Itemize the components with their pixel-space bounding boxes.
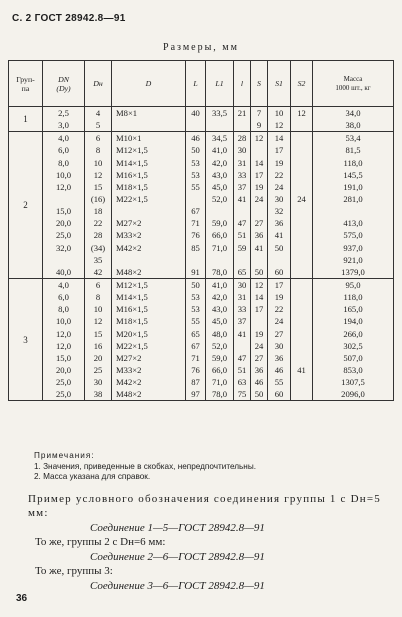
cell-dh: 12: [85, 169, 112, 181]
cell-mass: 53,4: [313, 132, 394, 145]
cell-s: [251, 205, 268, 217]
cell-mass: 165,0: [313, 303, 394, 315]
cell-l1: 45,0: [206, 181, 234, 193]
cell-mass: 191,0: [313, 181, 394, 193]
cell-s1: 60: [268, 388, 291, 401]
cell-l1: 41,0: [206, 278, 234, 291]
cell-dh: 15: [85, 328, 112, 340]
cell-l1: 42,0: [206, 157, 234, 169]
cell-dh: 8: [85, 291, 112, 303]
cell-s2: [291, 132, 313, 145]
cell-mass: 118,0: [313, 291, 394, 303]
cell-i: 65: [234, 266, 251, 279]
cell-s1: 30: [268, 193, 291, 205]
cell-dn: 15,0: [43, 352, 85, 364]
cell-dn: 10,0: [43, 315, 85, 327]
cell-s2: [291, 157, 313, 169]
designation-2-text: Соединение 2—6—ГОСТ 28942.8—91: [90, 551, 265, 563]
cell-s1: 55: [268, 376, 291, 388]
cell-s2: [291, 144, 313, 156]
cell-s: 19: [251, 328, 268, 340]
cell-l1: 52,0: [206, 193, 234, 205]
cell-mass: 921,0: [313, 254, 394, 266]
cell-s1: 50: [268, 242, 291, 254]
cell-mass: 1307,5: [313, 376, 394, 388]
cell-i: 41: [234, 193, 251, 205]
cell-d: М48×2: [112, 266, 186, 279]
cell-s2: [291, 315, 313, 327]
cell-s1: 14: [268, 132, 291, 145]
cell-d: М16×1,5: [112, 303, 186, 315]
table-row: [9, 144, 394, 156]
cell-l1: 48,0: [206, 328, 234, 340]
cell-l: 50: [186, 278, 206, 291]
cell-mass: 281,0: [313, 193, 394, 205]
designation-1: [90, 522, 265, 534]
cell-s1: 24: [268, 181, 291, 193]
cell-i: 31: [234, 291, 251, 303]
cell-s: [251, 254, 268, 266]
cell-mass: 266,0: [313, 328, 394, 340]
cell-i: 33: [234, 303, 251, 315]
cell-dh: 6: [85, 132, 112, 145]
cell-i: [234, 340, 251, 352]
cell-s2: [291, 303, 313, 315]
cell-dn: 4,0: [43, 278, 85, 291]
cell-s: 19: [251, 181, 268, 193]
cell-dn: 40,0: [43, 266, 85, 279]
cell-d: М33×2: [112, 229, 186, 241]
cell-s: 14: [251, 157, 268, 169]
cell-s2: [291, 205, 313, 217]
cell-l1: [206, 254, 234, 266]
cell-s: 12: [251, 132, 268, 145]
cell-mass: 853,0: [313, 364, 394, 376]
cell-dh: 28: [85, 229, 112, 241]
table-row: [9, 376, 394, 388]
cell-s1: 24: [268, 315, 291, 327]
table-row: [9, 107, 394, 120]
cell-s: [251, 315, 268, 327]
cell-s2: [291, 291, 313, 303]
table-row: [9, 328, 394, 340]
table-row: [9, 291, 394, 303]
table-row: [9, 229, 394, 241]
cell-l1: 45,0: [206, 315, 234, 327]
cell-s: 14: [251, 291, 268, 303]
cell-i: 30: [234, 278, 251, 291]
cell-s1: [268, 254, 291, 266]
cell-s: 17: [251, 169, 268, 181]
cell-l: 53: [186, 169, 206, 181]
cell-l1: 41,0: [206, 144, 234, 156]
cell-s2: 24: [291, 193, 313, 205]
cell-dn: 32,0: [43, 242, 85, 254]
cell-l1: 42,0: [206, 291, 234, 303]
cell-d: М22×1,5: [112, 193, 186, 205]
cell-l1: 78,0: [206, 266, 234, 279]
cell-i: 28: [234, 132, 251, 145]
cell-s: 24: [251, 193, 268, 205]
cell-d: М12×1,5: [112, 278, 186, 291]
cell-i: [234, 119, 251, 132]
cell-d: М18×1,5: [112, 315, 186, 327]
cell-l: 71: [186, 217, 206, 229]
cell-mass: 118,0: [313, 157, 394, 169]
cell-i: 63: [234, 376, 251, 388]
cell-mass: 507,0: [313, 352, 394, 364]
cell-s: 7: [251, 107, 268, 120]
cell-s2: [291, 181, 313, 193]
cell-dn: 12,0: [43, 328, 85, 340]
cell-s2: [291, 119, 313, 132]
cell-s1: 19: [268, 157, 291, 169]
col-s-header: S: [251, 61, 268, 107]
cell-l: [186, 193, 206, 205]
cell-dn: 2,5: [43, 107, 85, 120]
page-number: 36: [16, 593, 28, 604]
cell-l: [186, 119, 206, 132]
cell-i: 21: [234, 107, 251, 120]
cell-s2: 12: [291, 107, 313, 120]
cell-dh: 30: [85, 376, 112, 388]
cell-dh: 22: [85, 217, 112, 229]
cell-l1: 33,5: [206, 107, 234, 120]
table-header-row: [9, 61, 394, 107]
table-row: [9, 169, 394, 181]
table-row: [9, 205, 394, 217]
cell-i: 37: [234, 315, 251, 327]
cell-dh: 6: [85, 278, 112, 291]
cell-d: М27×2: [112, 217, 186, 229]
table-row: [9, 217, 394, 229]
cell-s: 41: [251, 242, 268, 254]
notes-block: [34, 451, 256, 483]
cell-d: М14×1,5: [112, 157, 186, 169]
cell-d: М48×2: [112, 388, 186, 401]
cell-dn: 15,0: [43, 205, 85, 217]
cell-s: 27: [251, 352, 268, 364]
col-mass-header: Масса 1000 шт., кг: [313, 61, 394, 107]
cell-i: 33: [234, 169, 251, 181]
cell-s2: [291, 217, 313, 229]
cell-l: 65: [186, 328, 206, 340]
table-row: [9, 242, 394, 254]
cell-i: 31: [234, 157, 251, 169]
cell-dn: 20,0: [43, 364, 85, 376]
col-dh-header: Dн: [85, 61, 112, 107]
cell-i: 75: [234, 388, 251, 401]
col-s2-header: S2: [291, 61, 313, 107]
cell-s2: [291, 376, 313, 388]
cell-dh: (34): [85, 242, 112, 254]
cell-s2: [291, 169, 313, 181]
cell-d: [112, 205, 186, 217]
same-group-2-label: То же, группы 2 с Dн=6 мм:: [35, 536, 166, 548]
cell-dn: 25,0: [43, 388, 85, 401]
cell-d: М33×2: [112, 364, 186, 376]
cell-dh: 15: [85, 181, 112, 193]
table-row: [9, 181, 394, 193]
cell-s: 50: [251, 388, 268, 401]
cell-d: М18×1,5: [112, 181, 186, 193]
group-cell: 3: [9, 278, 43, 400]
table-row: [9, 266, 394, 279]
cell-dh: 42: [85, 266, 112, 279]
cell-dh: 12: [85, 315, 112, 327]
table-row: [9, 193, 394, 205]
cell-l: 85: [186, 242, 206, 254]
cell-mass: 937,0: [313, 242, 394, 254]
table-row: [9, 119, 394, 132]
cell-s2: 41: [291, 364, 313, 376]
cell-s1: 46: [268, 364, 291, 376]
cell-l1: 78,0: [206, 388, 234, 401]
cell-mass: 34,0: [313, 107, 394, 120]
cell-l: 67: [186, 340, 206, 352]
cell-dh: 8: [85, 144, 112, 156]
cell-s1: 12: [268, 119, 291, 132]
cell-l: 53: [186, 157, 206, 169]
cell-d: М27×2: [112, 352, 186, 364]
cell-s1: 10: [268, 107, 291, 120]
cell-d: М42×2: [112, 242, 186, 254]
group-cell: 2: [9, 132, 43, 279]
cell-s1: 17: [268, 144, 291, 156]
cell-d: М10×1: [112, 132, 186, 145]
table-caption: Размеры, мм: [163, 42, 239, 53]
cell-l1: 59,0: [206, 217, 234, 229]
cell-s1: 19: [268, 291, 291, 303]
cell-s2: [291, 278, 313, 291]
cell-d: [112, 254, 186, 266]
cell-d: М14×1,5: [112, 291, 186, 303]
col-i-header: l: [234, 61, 251, 107]
cell-l1: [206, 205, 234, 217]
cell-s2: [291, 229, 313, 241]
col-l-header: L: [186, 61, 206, 107]
cell-l1: 71,0: [206, 242, 234, 254]
cell-dn: [43, 193, 85, 205]
cell-l: 50: [186, 144, 206, 156]
note-2: 2. Масса указана для справок.: [34, 472, 151, 481]
dimensions-table: [8, 60, 394, 401]
cell-s2: [291, 352, 313, 364]
cell-mass: 95,0: [313, 278, 394, 291]
cell-dh: 35: [85, 254, 112, 266]
cell-s: 17: [251, 303, 268, 315]
cell-l1: 59,0: [206, 352, 234, 364]
cell-dh: 4: [85, 107, 112, 120]
cell-l1: 43,0: [206, 303, 234, 315]
cell-l1: 52,0: [206, 340, 234, 352]
cell-d: М20×1,5: [112, 328, 186, 340]
table-row: [9, 340, 394, 352]
cell-dh: 16: [85, 340, 112, 352]
table-row: [9, 254, 394, 266]
cell-dn: 3,0: [43, 119, 85, 132]
cell-l: 91: [186, 266, 206, 279]
notes-title: Примечания:: [34, 451, 95, 460]
col-s1-header: S1: [268, 61, 291, 107]
cell-dn: [43, 254, 85, 266]
cell-i: 59: [234, 242, 251, 254]
cell-i: 51: [234, 229, 251, 241]
cell-s2: [291, 388, 313, 401]
cell-dn: 10,0: [43, 169, 85, 181]
cell-l1: 66,0: [206, 364, 234, 376]
cell-l: 55: [186, 315, 206, 327]
cell-mass: 1379,0: [313, 266, 394, 279]
cell-mass: 38,0: [313, 119, 394, 132]
cell-d: М22×1,5: [112, 340, 186, 352]
cell-i: 37: [234, 181, 251, 193]
cell-l: 76: [186, 229, 206, 241]
cell-s2: [291, 254, 313, 266]
cell-mass: 413,0: [313, 217, 394, 229]
designation-3-text: Соединение 3—6—ГОСТ 28942.8—91: [90, 580, 265, 592]
table-row: [9, 315, 394, 327]
cell-dn: 8,0: [43, 157, 85, 169]
cell-s: 27: [251, 217, 268, 229]
designation-2: [90, 551, 265, 563]
cell-s: 46: [251, 376, 268, 388]
cell-l: 46: [186, 132, 206, 145]
cell-dh: 18: [85, 205, 112, 217]
cell-l: 76: [186, 364, 206, 376]
cell-s: [251, 144, 268, 156]
cell-mass: 2096,0: [313, 388, 394, 401]
cell-s1: 60: [268, 266, 291, 279]
cell-mass: 145,5: [313, 169, 394, 181]
cell-l: 53: [186, 291, 206, 303]
cell-i: 47: [234, 352, 251, 364]
cell-mass: 81,5: [313, 144, 394, 156]
cell-s: 36: [251, 364, 268, 376]
cell-s1: 22: [268, 303, 291, 315]
cell-dh: 10: [85, 303, 112, 315]
cell-l: 53: [186, 303, 206, 315]
same-group-3-label: То же, группы 3:: [35, 565, 113, 577]
cell-s1: 36: [268, 217, 291, 229]
cell-mass: 302,5: [313, 340, 394, 352]
cell-s: 12: [251, 278, 268, 291]
cell-i: 47: [234, 217, 251, 229]
cell-dn: 4,0: [43, 132, 85, 145]
cell-mass: 194,0: [313, 315, 394, 327]
cell-d: М16×1,5: [112, 169, 186, 181]
cell-s2: [291, 328, 313, 340]
table-row: [9, 303, 394, 315]
table-row: [9, 278, 394, 291]
note-1: 1. Значения, приведенные в скобках, непредпочтительны.: [34, 461, 256, 471]
col-group-header: Груп- па: [9, 61, 43, 107]
designation-3: [90, 580, 265, 592]
cell-dn: 8,0: [43, 303, 85, 315]
cell-l1: 34,5: [206, 132, 234, 145]
cell-s1: 27: [268, 328, 291, 340]
cell-l1: 71,0: [206, 376, 234, 388]
cell-s1: 22: [268, 169, 291, 181]
page-header: С. 2 ГОСТ 28942.8—91: [12, 13, 126, 24]
table-row: [9, 157, 394, 169]
designation-example-intro: Пример условного обозначения соединения группы 1 с Dн=5 мм:: [28, 493, 381, 519]
cell-l1: 43,0: [206, 169, 234, 181]
table-row: [9, 352, 394, 364]
cell-l: 71: [186, 352, 206, 364]
cell-i: 51: [234, 364, 251, 376]
col-l1-header: L1: [206, 61, 234, 107]
cell-dn: 12,0: [43, 340, 85, 352]
cell-s2: [291, 340, 313, 352]
cell-s1: 30: [268, 340, 291, 352]
cell-d: М8×1: [112, 107, 186, 120]
cell-l1: [206, 119, 234, 132]
cell-l: 40: [186, 107, 206, 120]
table-row: [9, 132, 394, 145]
cell-i: [234, 254, 251, 266]
table-row: [9, 388, 394, 401]
cell-dh: 25: [85, 364, 112, 376]
cell-s1: 32: [268, 205, 291, 217]
cell-s: 24: [251, 340, 268, 352]
cell-dn: 6,0: [43, 144, 85, 156]
cell-d: М42×2: [112, 376, 186, 388]
cell-s2: [291, 266, 313, 279]
cell-i: 41: [234, 328, 251, 340]
cell-d: [112, 119, 186, 132]
cell-s: 9: [251, 119, 268, 132]
cell-d: М12×1,5: [112, 144, 186, 156]
cell-mass: [313, 205, 394, 217]
cell-dn: 25,0: [43, 376, 85, 388]
cell-s1: 41: [268, 229, 291, 241]
group-cell: 1: [9, 107, 43, 132]
col-d-header: D: [112, 61, 186, 107]
cell-dh: 5: [85, 119, 112, 132]
table-row: [9, 364, 394, 376]
cell-dn: 12,0: [43, 181, 85, 193]
cell-s1: 17: [268, 278, 291, 291]
cell-l: [186, 254, 206, 266]
cell-dn: 20,0: [43, 217, 85, 229]
cell-mass: 575,0: [313, 229, 394, 241]
cell-s1: 36: [268, 352, 291, 364]
cell-s: 36: [251, 229, 268, 241]
cell-dh: (16): [85, 193, 112, 205]
cell-l: 87: [186, 376, 206, 388]
cell-dn: 25,0: [43, 229, 85, 241]
cell-l1: 66,0: [206, 229, 234, 241]
cell-s: 50: [251, 266, 268, 279]
designation-1-text: Соединение 1—5—ГОСТ 28942.8—91: [90, 522, 265, 534]
col-dn-header: DN (Dу): [43, 61, 85, 107]
cell-s2: [291, 242, 313, 254]
cell-i: 30: [234, 144, 251, 156]
cell-dn: 6,0: [43, 291, 85, 303]
cell-dh: 38: [85, 388, 112, 401]
cell-l: 97: [186, 388, 206, 401]
cell-l: 55: [186, 181, 206, 193]
cell-dh: 10: [85, 157, 112, 169]
cell-i: [234, 205, 251, 217]
cell-dh: 20: [85, 352, 112, 364]
cell-l: 67: [186, 205, 206, 217]
